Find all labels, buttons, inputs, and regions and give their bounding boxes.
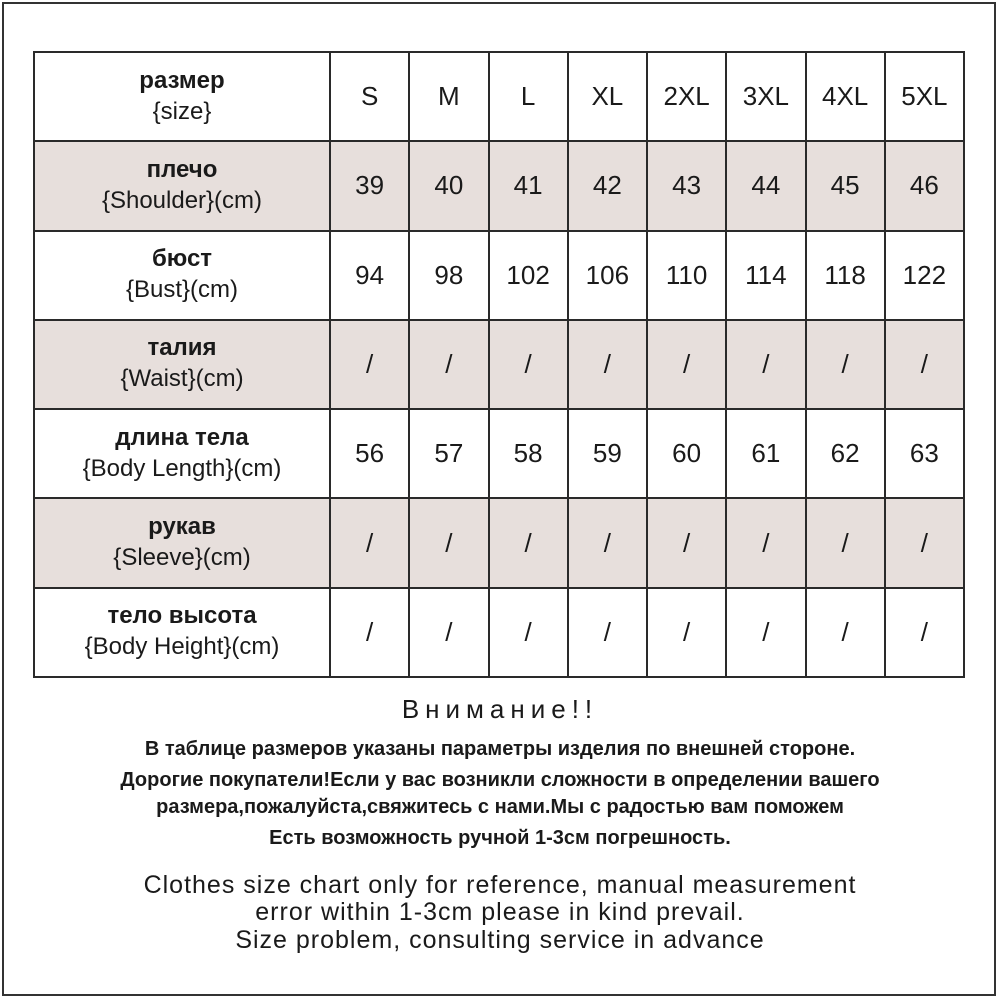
- value-cell: /: [885, 320, 964, 409]
- value-cell: 60: [647, 409, 726, 498]
- size-5xl: 5XL: [885, 52, 964, 141]
- value-cell: /: [568, 498, 647, 587]
- size-3xl: 3XL: [726, 52, 805, 141]
- label-ru: размер: [139, 66, 225, 94]
- value-cell: 102: [489, 231, 568, 320]
- value-cell: /: [806, 320, 885, 409]
- size-xl: XL: [568, 52, 647, 141]
- label-en: {Bust}(cm): [125, 276, 239, 304]
- label-ru: талия: [147, 334, 217, 362]
- sleeve-row: [34, 498, 964, 587]
- value-cell: 63: [885, 409, 964, 498]
- label-en: {size}: [152, 97, 212, 125]
- row-label: [34, 588, 330, 677]
- value-cell: 62: [806, 409, 885, 498]
- value-cell: /: [885, 498, 964, 587]
- size-4xl: 4XL: [806, 52, 885, 141]
- value-cell: /: [409, 498, 488, 587]
- value-cell: /: [885, 588, 964, 677]
- value-cell: /: [330, 498, 409, 587]
- row-label: [34, 231, 330, 320]
- row-label: [34, 141, 330, 230]
- value-cell: 58: [489, 409, 568, 498]
- size-s: S: [330, 52, 409, 141]
- en-note-line: Clothes size chart only for reference, manual measurement: [143, 871, 857, 899]
- value-cell: /: [489, 498, 568, 587]
- bust-row: [34, 231, 964, 320]
- value-cell: 59: [568, 409, 647, 498]
- value-cell: /: [489, 320, 568, 409]
- value-cell: /: [568, 588, 647, 677]
- ru-note-line: Дорогие покупатели!Если у вас возникли сложности в определении вашего: [120, 769, 880, 791]
- row-label: [34, 409, 330, 498]
- value-cell: 56: [330, 409, 409, 498]
- label-en: {Body Height}(cm): [84, 633, 280, 661]
- waist-row: [34, 320, 964, 409]
- label-ru: тело высота: [107, 602, 257, 630]
- value-cell: /: [330, 320, 409, 409]
- value-cell: /: [726, 320, 805, 409]
- label-ru: длина тела: [115, 423, 249, 451]
- label-ru: плечо: [146, 155, 218, 183]
- value-cell: 44: [726, 141, 805, 230]
- value-cell: 45: [806, 141, 885, 230]
- size-l: L: [489, 52, 568, 141]
- body-length-row: [34, 409, 964, 498]
- value-cell: /: [726, 588, 805, 677]
- body-height-row: [34, 588, 964, 677]
- value-cell: /: [647, 320, 726, 409]
- size-m: M: [409, 52, 488, 141]
- row-label: [34, 320, 330, 409]
- attention-heading: Внимание!!: [401, 694, 599, 724]
- value-cell: 98: [409, 231, 488, 320]
- value-cell: 39: [330, 141, 409, 230]
- value-cell: /: [330, 588, 409, 677]
- label-en: {Shoulder}(cm): [101, 186, 263, 214]
- value-cell: /: [647, 588, 726, 677]
- ru-note-line: Есть возможность ручной 1-3см погрешность.: [269, 827, 731, 849]
- value-cell: /: [647, 498, 726, 587]
- ru-note-line: размера,пожалуйста,свяжитесь с нами.Мы с радостью вам поможем: [156, 796, 844, 818]
- value-cell: /: [806, 588, 885, 677]
- label-ru: рукав: [148, 513, 216, 541]
- value-cell: 40: [409, 141, 488, 230]
- value-cell: /: [726, 498, 805, 587]
- ru-note-line: В таблице размеров указаны параметры изделия по внешней стороне.: [144, 738, 856, 760]
- size-chart-table: [33, 51, 965, 678]
- value-cell: 122: [885, 231, 964, 320]
- value-cell: /: [409, 588, 488, 677]
- label-en: {Sleeve}(cm): [113, 544, 251, 572]
- value-cell: /: [489, 588, 568, 677]
- value-cell: 114: [726, 231, 805, 320]
- value-cell: /: [409, 320, 488, 409]
- value-cell: 57: [409, 409, 488, 498]
- value-cell: 110: [647, 231, 726, 320]
- label-en: {Waist}(cm): [120, 365, 244, 393]
- value-cell: /: [806, 498, 885, 587]
- shoulder-row: [34, 141, 964, 230]
- value-cell: 118: [806, 231, 885, 320]
- value-cell: 41: [489, 141, 568, 230]
- label-ru: бюст: [151, 245, 213, 273]
- value-cell: 94: [330, 231, 409, 320]
- value-cell: /: [568, 320, 647, 409]
- en-note-line: Size problem, consulting service in advance: [235, 926, 765, 954]
- row-label: [34, 498, 330, 587]
- value-cell: 42: [568, 141, 647, 230]
- size-2xl: 2XL: [647, 52, 726, 141]
- size-header-row: [34, 52, 964, 141]
- value-cell: 61: [726, 409, 805, 498]
- label-en: {Body Length}(cm): [82, 454, 282, 482]
- value-cell: 46: [885, 141, 964, 230]
- size-header-label: [34, 52, 330, 141]
- en-note-line: error within 1-3cm please in kind prevail.: [255, 898, 745, 926]
- value-cell: 43: [647, 141, 726, 230]
- value-cell: 106: [568, 231, 647, 320]
